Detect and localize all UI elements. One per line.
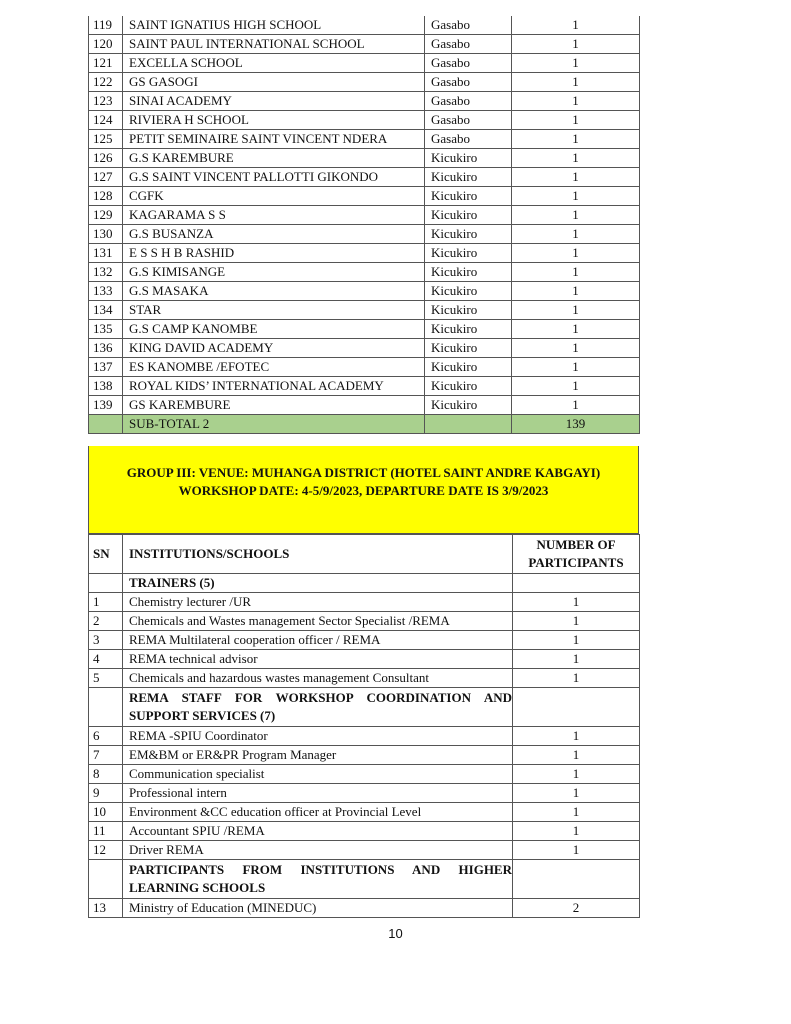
row-sn: 119 bbox=[89, 16, 123, 35]
row-count: 1 bbox=[513, 765, 640, 784]
row-district: Kicukiro bbox=[425, 225, 512, 244]
row-sn: 120 bbox=[89, 35, 123, 54]
row-sn: 13 bbox=[89, 899, 123, 918]
row-school: EXCELLA SCHOOL bbox=[123, 54, 425, 73]
section-count bbox=[513, 860, 640, 899]
row-district: Gasabo bbox=[425, 35, 512, 54]
row-school: GS GASOGI bbox=[123, 73, 425, 92]
table-row bbox=[89, 187, 640, 206]
row-count: 1 bbox=[512, 130, 640, 149]
row-count: 1 bbox=[512, 244, 640, 263]
row-institution: Professional intern bbox=[123, 784, 513, 803]
table-row bbox=[89, 396, 640, 415]
row-district: Kicukiro bbox=[425, 320, 512, 339]
row-count: 1 bbox=[512, 149, 640, 168]
banner-line-1: GROUP III: VENUE: MUHANGA DISTRICT (HOTEL SAINT ANDRE KABGAYI) bbox=[126, 465, 601, 480]
row-institution: Ministry of Education (MINEDUC) bbox=[123, 899, 513, 918]
row-count: 1 bbox=[513, 803, 640, 822]
row-count: 2 bbox=[513, 899, 640, 918]
row-sn: 11 bbox=[89, 822, 123, 841]
table-row bbox=[89, 301, 640, 320]
row-sn: 123 bbox=[89, 92, 123, 111]
row-sn: 126 bbox=[89, 149, 123, 168]
row-sn: 12 bbox=[89, 841, 123, 860]
row-district: Kicukiro bbox=[425, 263, 512, 282]
row-sn: 135 bbox=[89, 320, 123, 339]
table-header-row bbox=[89, 535, 640, 574]
row-district: Kicukiro bbox=[425, 396, 512, 415]
row-sn: 132 bbox=[89, 263, 123, 282]
table-row bbox=[89, 593, 640, 612]
table-row bbox=[89, 54, 640, 73]
table-row bbox=[89, 784, 640, 803]
table-row bbox=[89, 746, 640, 765]
section-label: PARTICIPANTS FROM INSTITUTIONS AND HIGHER LEARNING SCHOOLS bbox=[123, 860, 513, 899]
row-sn: 122 bbox=[89, 73, 123, 92]
row-sn: 4 bbox=[89, 650, 123, 669]
row-district: Kicukiro bbox=[425, 282, 512, 301]
table-row bbox=[89, 320, 640, 339]
subtotal-value: 139 bbox=[512, 415, 640, 434]
table-row bbox=[89, 803, 640, 822]
row-school: KING DAVID ACADEMY bbox=[123, 339, 425, 358]
table-row bbox=[89, 111, 640, 130]
row-sn: 124 bbox=[89, 111, 123, 130]
row-institution: Environment &CC education officer at Provincial Level bbox=[123, 803, 513, 822]
table-row bbox=[89, 73, 640, 92]
row-count: 1 bbox=[512, 339, 640, 358]
row-school: G.S KAREMBURE bbox=[123, 149, 425, 168]
row-institution: Communication specialist bbox=[123, 765, 513, 784]
table-row bbox=[89, 612, 640, 631]
row-school: KAGARAMA S S bbox=[123, 206, 425, 225]
row-school: G.S MASAKA bbox=[123, 282, 425, 301]
row-count: 1 bbox=[513, 727, 640, 746]
row-district: Kicukiro bbox=[425, 377, 512, 396]
subtotal-sn bbox=[89, 415, 123, 434]
table-row bbox=[89, 149, 640, 168]
row-count: 1 bbox=[512, 301, 640, 320]
row-sn: 7 bbox=[89, 746, 123, 765]
row-district: Gasabo bbox=[425, 92, 512, 111]
row-sn: 136 bbox=[89, 339, 123, 358]
row-institution: REMA technical advisor bbox=[123, 650, 513, 669]
table-row bbox=[89, 130, 640, 149]
table-row bbox=[89, 650, 640, 669]
row-institution: Chemicals and hazardous wastes management Consultant bbox=[123, 669, 513, 688]
row-count: 1 bbox=[513, 593, 640, 612]
table-row bbox=[89, 669, 640, 688]
row-count: 1 bbox=[513, 650, 640, 669]
table-row bbox=[89, 35, 640, 54]
table-row bbox=[89, 841, 640, 860]
row-school: G.S KIMISANGE bbox=[123, 263, 425, 282]
row-sn: 3 bbox=[89, 631, 123, 650]
section-label: TRAINERS (5) bbox=[123, 574, 513, 593]
subtotal-label: SUB-TOTAL 2 bbox=[123, 415, 425, 434]
row-sn: 129 bbox=[89, 206, 123, 225]
row-sn: 8 bbox=[89, 765, 123, 784]
row-school: G.S CAMP KANOMBE bbox=[123, 320, 425, 339]
table-row bbox=[89, 727, 640, 746]
row-count: 1 bbox=[512, 358, 640, 377]
row-sn: 139 bbox=[89, 396, 123, 415]
row-count: 1 bbox=[512, 282, 640, 301]
row-school: ROYAL KIDS’ INTERNATIONAL ACADEMY bbox=[123, 377, 425, 396]
table-row bbox=[89, 282, 640, 301]
header-count: NUMBER OF PARTICIPANTS bbox=[513, 535, 640, 574]
table-row bbox=[89, 92, 640, 111]
row-school: PETIT SEMINAIRE SAINT VINCENT NDERA bbox=[123, 130, 425, 149]
row-school: G.S SAINT VINCENT PALLOTTI GIKONDO bbox=[123, 168, 425, 187]
table-row bbox=[89, 16, 640, 35]
row-school: E S S H B RASHID bbox=[123, 244, 425, 263]
row-count: 1 bbox=[512, 263, 640, 282]
section-label: REMA STAFF FOR WORKSHOP COORDINATION AND SUPPORT SERVICES (7) bbox=[123, 688, 513, 727]
table-row bbox=[89, 225, 640, 244]
row-count: 1 bbox=[512, 377, 640, 396]
row-district: Gasabo bbox=[425, 111, 512, 130]
row-institution: EM&BM or ER&PR Program Manager bbox=[123, 746, 513, 765]
header-institution: INSTITUTIONS/SCHOOLS bbox=[123, 535, 513, 574]
row-sn: 1 bbox=[89, 593, 123, 612]
row-sn: 133 bbox=[89, 282, 123, 301]
row-school: G.S BUSANZA bbox=[123, 225, 425, 244]
row-district: Gasabo bbox=[425, 54, 512, 73]
row-district: Kicukiro bbox=[425, 168, 512, 187]
row-institution: Chemicals and Wastes management Sector Specialist /REMA bbox=[123, 612, 513, 631]
row-district: Gasabo bbox=[425, 130, 512, 149]
row-count: 1 bbox=[513, 822, 640, 841]
row-institution: REMA Multilateral cooperation officer / REMA bbox=[123, 631, 513, 650]
row-count: 1 bbox=[512, 92, 640, 111]
subtotal-district bbox=[425, 415, 512, 434]
section-row bbox=[89, 860, 640, 899]
section-count bbox=[513, 574, 640, 593]
table-row bbox=[89, 765, 640, 784]
section-row bbox=[89, 574, 640, 593]
row-sn: 125 bbox=[89, 130, 123, 149]
row-count: 1 bbox=[512, 73, 640, 92]
row-district: Kicukiro bbox=[425, 301, 512, 320]
row-school: GS KAREMBURE bbox=[123, 396, 425, 415]
row-count: 1 bbox=[512, 206, 640, 225]
row-count: 1 bbox=[513, 612, 640, 631]
row-count: 1 bbox=[513, 784, 640, 803]
table-row bbox=[89, 339, 640, 358]
row-sn: 9 bbox=[89, 784, 123, 803]
row-count: 1 bbox=[512, 168, 640, 187]
row-count: 1 bbox=[512, 225, 640, 244]
page-number: 10 bbox=[388, 926, 403, 941]
row-institution: Driver REMA bbox=[123, 841, 513, 860]
row-district: Kicukiro bbox=[425, 244, 512, 263]
row-institution: Chemistry lecturer /UR bbox=[123, 593, 513, 612]
row-district: Kicukiro bbox=[425, 149, 512, 168]
section-sn bbox=[89, 860, 123, 899]
table-row bbox=[89, 263, 640, 282]
header-sn: SN bbox=[89, 535, 123, 574]
row-count: 1 bbox=[513, 746, 640, 765]
row-district: Kicukiro bbox=[425, 206, 512, 225]
section-sn bbox=[89, 688, 123, 727]
subtotal-row bbox=[89, 415, 640, 434]
row-count: 1 bbox=[513, 631, 640, 650]
row-sn: 121 bbox=[89, 54, 123, 73]
row-district: Kicukiro bbox=[425, 187, 512, 206]
row-count: 1 bbox=[512, 320, 640, 339]
row-institution: REMA -SPIU Coordinator bbox=[123, 727, 513, 746]
table-row bbox=[89, 822, 640, 841]
participants-table bbox=[88, 534, 640, 918]
row-sn: 130 bbox=[89, 225, 123, 244]
row-school: RIVIERA H SCHOOL bbox=[123, 111, 425, 130]
row-count: 1 bbox=[513, 841, 640, 860]
row-school: SINAI ACADEMY bbox=[123, 92, 425, 111]
row-count: 1 bbox=[513, 669, 640, 688]
row-district: Kicukiro bbox=[425, 358, 512, 377]
row-count: 1 bbox=[512, 111, 640, 130]
schools-table bbox=[88, 16, 640, 434]
table-row bbox=[89, 358, 640, 377]
row-district: Kicukiro bbox=[425, 339, 512, 358]
row-count: 1 bbox=[512, 54, 640, 73]
table-row bbox=[89, 206, 640, 225]
row-count: 1 bbox=[512, 396, 640, 415]
row-school: CGFK bbox=[123, 187, 425, 206]
section-row bbox=[89, 688, 640, 727]
row-sn: 127 bbox=[89, 168, 123, 187]
row-sn: 131 bbox=[89, 244, 123, 263]
row-district: Gasabo bbox=[425, 16, 512, 35]
row-sn: 10 bbox=[89, 803, 123, 822]
table-row bbox=[89, 244, 640, 263]
row-school: SAINT IGNATIUS HIGH SCHOOL bbox=[123, 16, 425, 35]
table-row bbox=[89, 631, 640, 650]
row-school: STAR bbox=[123, 301, 425, 320]
row-school: ES KANOMBE /EFOTEC bbox=[123, 358, 425, 377]
table-row bbox=[89, 899, 640, 918]
row-sn: 6 bbox=[89, 727, 123, 746]
row-school: SAINT PAUL INTERNATIONAL SCHOOL bbox=[123, 35, 425, 54]
row-sn: 128 bbox=[89, 187, 123, 206]
row-sn: 2 bbox=[89, 612, 123, 631]
row-count: 1 bbox=[512, 16, 640, 35]
row-sn: 134 bbox=[89, 301, 123, 320]
group-banner bbox=[88, 446, 639, 534]
section-sn bbox=[89, 574, 123, 593]
banner-line-2: WORKSHOP DATE: 4-5/9/2023, DEPARTURE DATE IS 3/9/2023 bbox=[178, 483, 549, 498]
row-district: Gasabo bbox=[425, 73, 512, 92]
row-sn: 138 bbox=[89, 377, 123, 396]
row-count: 1 bbox=[512, 35, 640, 54]
row-sn: 137 bbox=[89, 358, 123, 377]
row-institution: Accountant SPIU /REMA bbox=[123, 822, 513, 841]
row-count: 1 bbox=[512, 187, 640, 206]
table-row bbox=[89, 168, 640, 187]
row-sn: 5 bbox=[89, 669, 123, 688]
section-count bbox=[513, 688, 640, 727]
table-row bbox=[89, 377, 640, 396]
